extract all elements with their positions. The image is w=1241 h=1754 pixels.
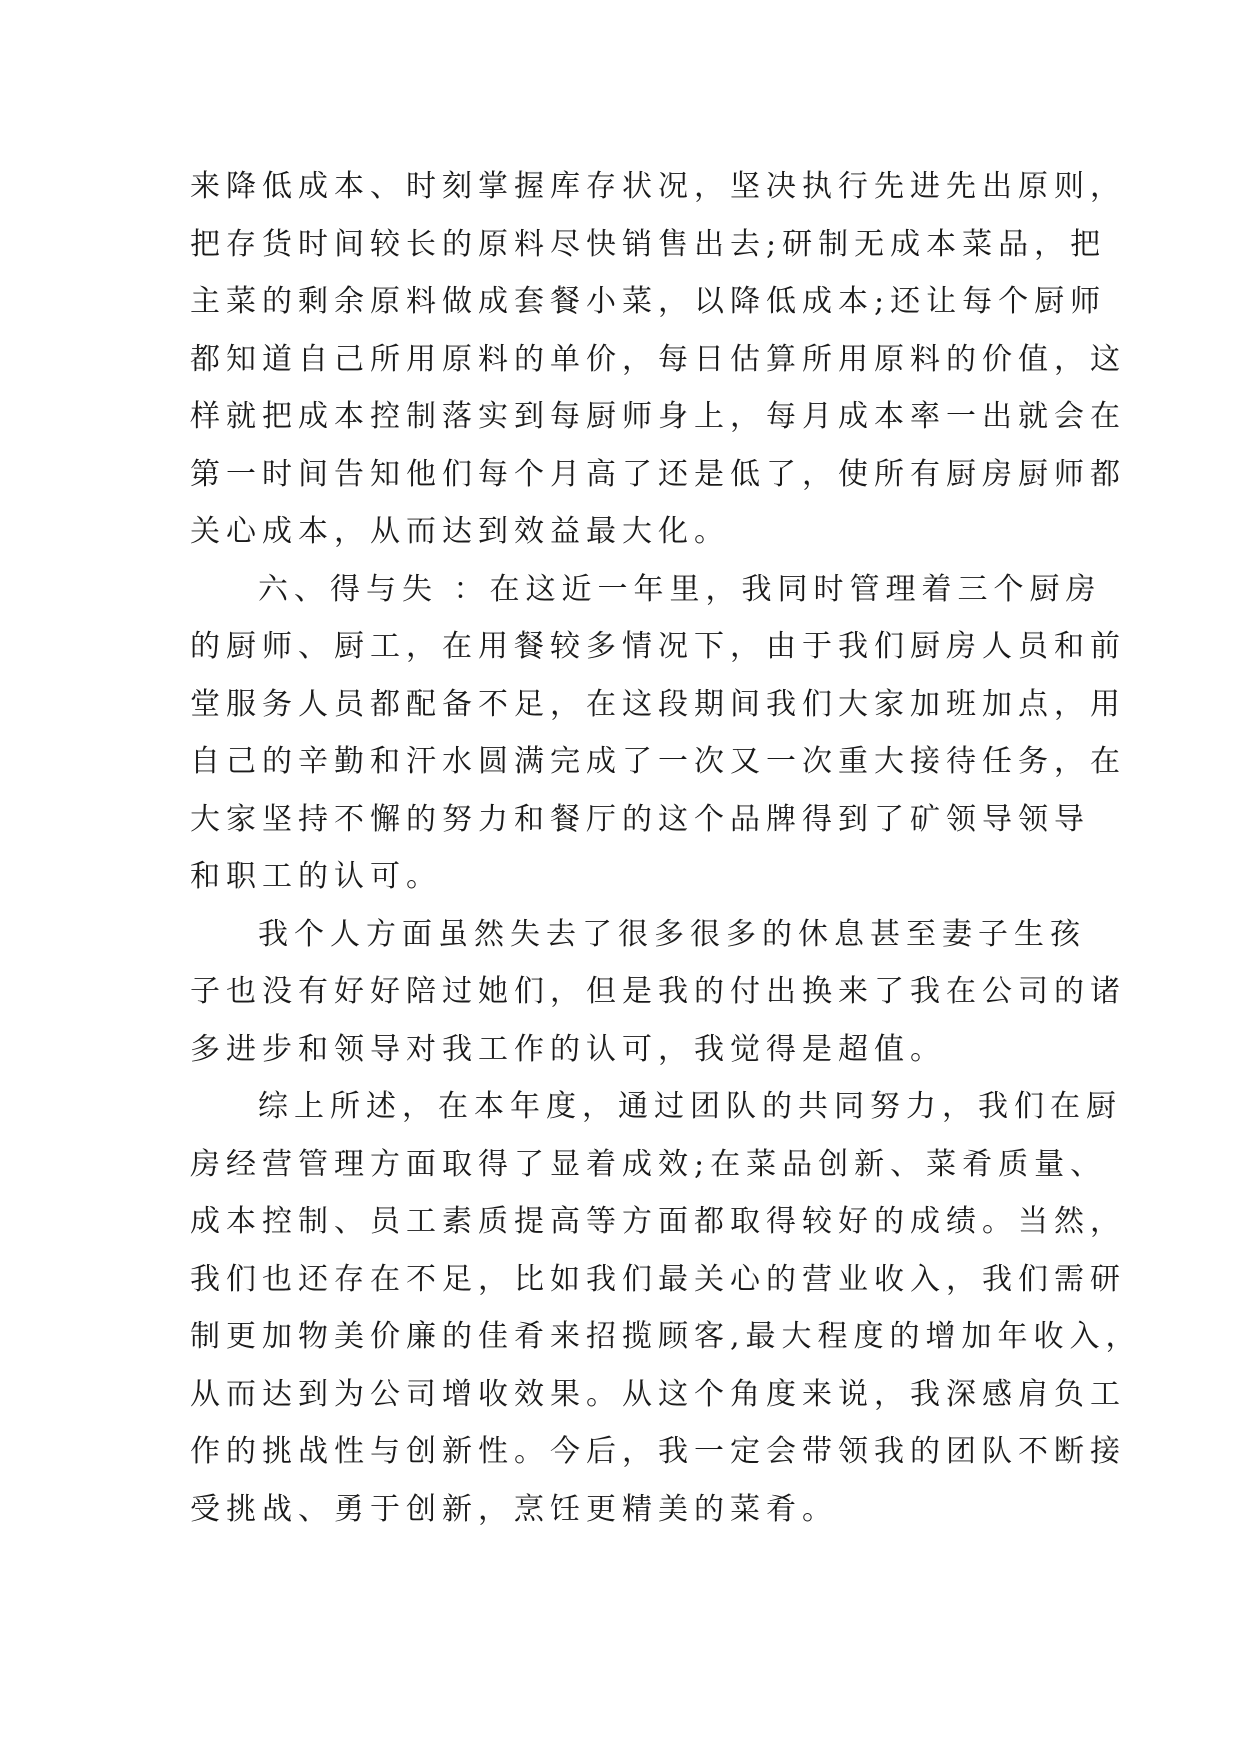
text-line: 堂服务人员都配备不足，在这段期间我们大家加班加点，用	[190, 686, 1126, 722]
text-line: 自己的辛勤和汗水圆满完成了一次又一次重大接待任务，在	[190, 744, 1126, 779]
text-line: 作的挑战性与创新性。今后，我一定会带领我的团队不断接	[190, 1434, 1126, 1469]
text-line: 把存货时间较长的原料尽快销售出去;研制无成本菜品，把	[190, 226, 1107, 262]
text-line: 都知道自己所用原料的单价，每日估算所用原料的价值，这	[190, 341, 1126, 377]
text-line: 样就把成本控制落实到每厨师身上，每月成本率一出就会在	[190, 399, 1126, 434]
text-line: 房经营管理方面取得了显着成效;在菜品创新、菜肴质量、	[190, 1146, 1107, 1182]
section-heading-line: 六、得与失 ：在这近一年里，我同时管理着三个厨房	[258, 571, 1102, 607]
paragraph-start-line: 综上所述，在本年度，通过团队的共同努力，我们在厨	[258, 1089, 1122, 1124]
text-line: 从而达到为公司增收效果。从这个角度来说，我深感肩负工	[190, 1376, 1126, 1412]
text-line: 来降低成本、时刻掌握库存状况，坚决执行先进先出原则，	[190, 169, 1126, 204]
document-body	[190, 158, 1142, 1538]
text-line: 我们也还存在不足，比如我们最关心的营业收入，我们需研	[190, 1261, 1126, 1297]
text-line: 制更加物美价廉的佳肴来招揽顾客,最大程度的增加年收入，	[190, 1319, 1142, 1354]
text-line: 大家坚持不懈的努力和餐厅的这个品牌得到了矿领导领导	[190, 801, 1090, 837]
text-line: 子也没有好好陪过她们，但是我的付出换来了我在公司的诸	[190, 974, 1126, 1009]
text-line: 多进步和领导对我工作的认可，我觉得是超值。	[190, 1031, 946, 1067]
text-line: 主菜的剩余原料做成套餐小菜，以降低成本;还让每个厨师	[190, 284, 1107, 319]
text-line: 第一时间告知他们每个月高了还是低了，使所有厨房厨师都	[190, 456, 1126, 492]
text-line: 成本控制、员工素质提高等方面都取得较好的成绩。当然，	[190, 1204, 1126, 1239]
text-line: 受挑战、勇于创新，烹饪更精美的菜肴。	[190, 1491, 838, 1527]
paragraph-start-line: 我个人方面虽然失去了很多很多的休息甚至妻子生孩	[258, 916, 1086, 952]
text-line: 关心成本，从而达到效益最大化。	[190, 514, 730, 549]
text-line: 的厨师、厨工，在用餐较多情况下，由于我们厨房人员和前	[190, 629, 1126, 664]
text-line: 和职工的认可。	[190, 859, 442, 894]
